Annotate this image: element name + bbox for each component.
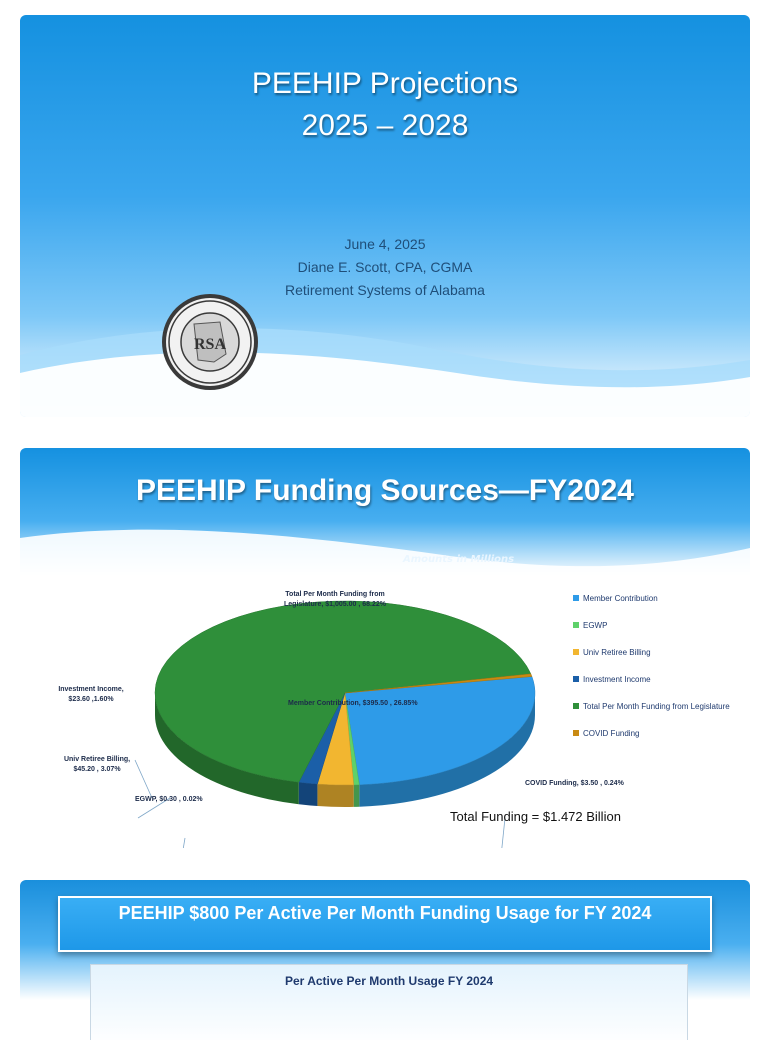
legend-item	[573, 674, 743, 685]
funding-usage-slide	[20, 880, 750, 1040]
title-slide	[20, 15, 750, 417]
pie-side-egwp	[354, 785, 360, 807]
leader-line	[135, 760, 152, 798]
pie-slice-member-contribution	[345, 677, 535, 785]
funding-sources-slide	[20, 448, 750, 853]
legend-label: Member Contribution	[583, 594, 658, 603]
presentation-date: June 4, 2025	[344, 236, 426, 252]
rsa-seal-logo	[160, 292, 260, 392]
leader-line	[180, 838, 185, 848]
slide-title	[20, 63, 750, 147]
label-legislature: Total Per Month Funding from Legislature, $1,005.00 , 68.22%	[284, 591, 386, 608]
legend-item	[573, 728, 743, 739]
legend-item	[573, 620, 743, 631]
title-line-1: PEEHIP Projections	[251, 67, 519, 100]
label-egwp: EGWP, $0.30 , 0.02%	[135, 796, 203, 803]
pie-side-investment-income	[299, 782, 318, 806]
legend-swatch	[573, 649, 579, 655]
chart-caption: Per Active Per Month Usage FY 2024	[284, 974, 494, 988]
title-line-2: 2025 – 2028	[301, 109, 469, 142]
legend-label: Investment Income	[583, 675, 651, 684]
amounts-note: Amounts in Millions	[403, 554, 515, 565]
legend-label: EGWP	[583, 621, 608, 630]
organization-name: Retirement Systems of Alabama	[285, 282, 485, 298]
slide-title: PEEHIP Funding Sources—FY2024	[136, 474, 634, 507]
label-covid-funding: COVID Funding, $3.50 , 0.24%	[525, 780, 624, 787]
legend-label: COVID Funding	[583, 729, 640, 738]
presenter-name: Diane E. Scott, CPA, CGMA	[297, 259, 473, 275]
legend-label: Total Per Month Funding from Legislature	[583, 702, 730, 711]
legend-swatch	[573, 703, 579, 709]
legend-swatch	[573, 595, 579, 601]
slide-subtitle	[20, 233, 750, 302]
legend-item	[573, 593, 743, 604]
legend-swatch	[573, 730, 579, 736]
usage-chart-area	[90, 964, 688, 1040]
label-investment-income: Investment Income, $23.60 ,1.60%	[58, 686, 124, 703]
legend-swatch	[573, 676, 579, 682]
label-member-contribution: Member Contribution, $395.50 , 26.85%	[288, 700, 418, 707]
chart-legend	[573, 593, 743, 755]
pie-side-univ-retiree-billing	[317, 784, 353, 807]
slide-title-banner: PEEHIP $800 Per Active Per Month Funding Usage for FY 2024	[58, 896, 712, 952]
legend-item	[573, 701, 743, 712]
total-funding: Total Funding = $1.472 Billion	[450, 809, 621, 824]
wave-decoration	[20, 315, 750, 417]
label-univ-retiree-billing: Univ Retiree Billing, $45.20 , 3.07%	[63, 756, 131, 773]
seal-text: RSA	[193, 336, 227, 353]
legend-item	[573, 647, 743, 658]
legend-label: Univ Retiree Billing	[583, 648, 651, 657]
legend-swatch	[573, 622, 579, 628]
